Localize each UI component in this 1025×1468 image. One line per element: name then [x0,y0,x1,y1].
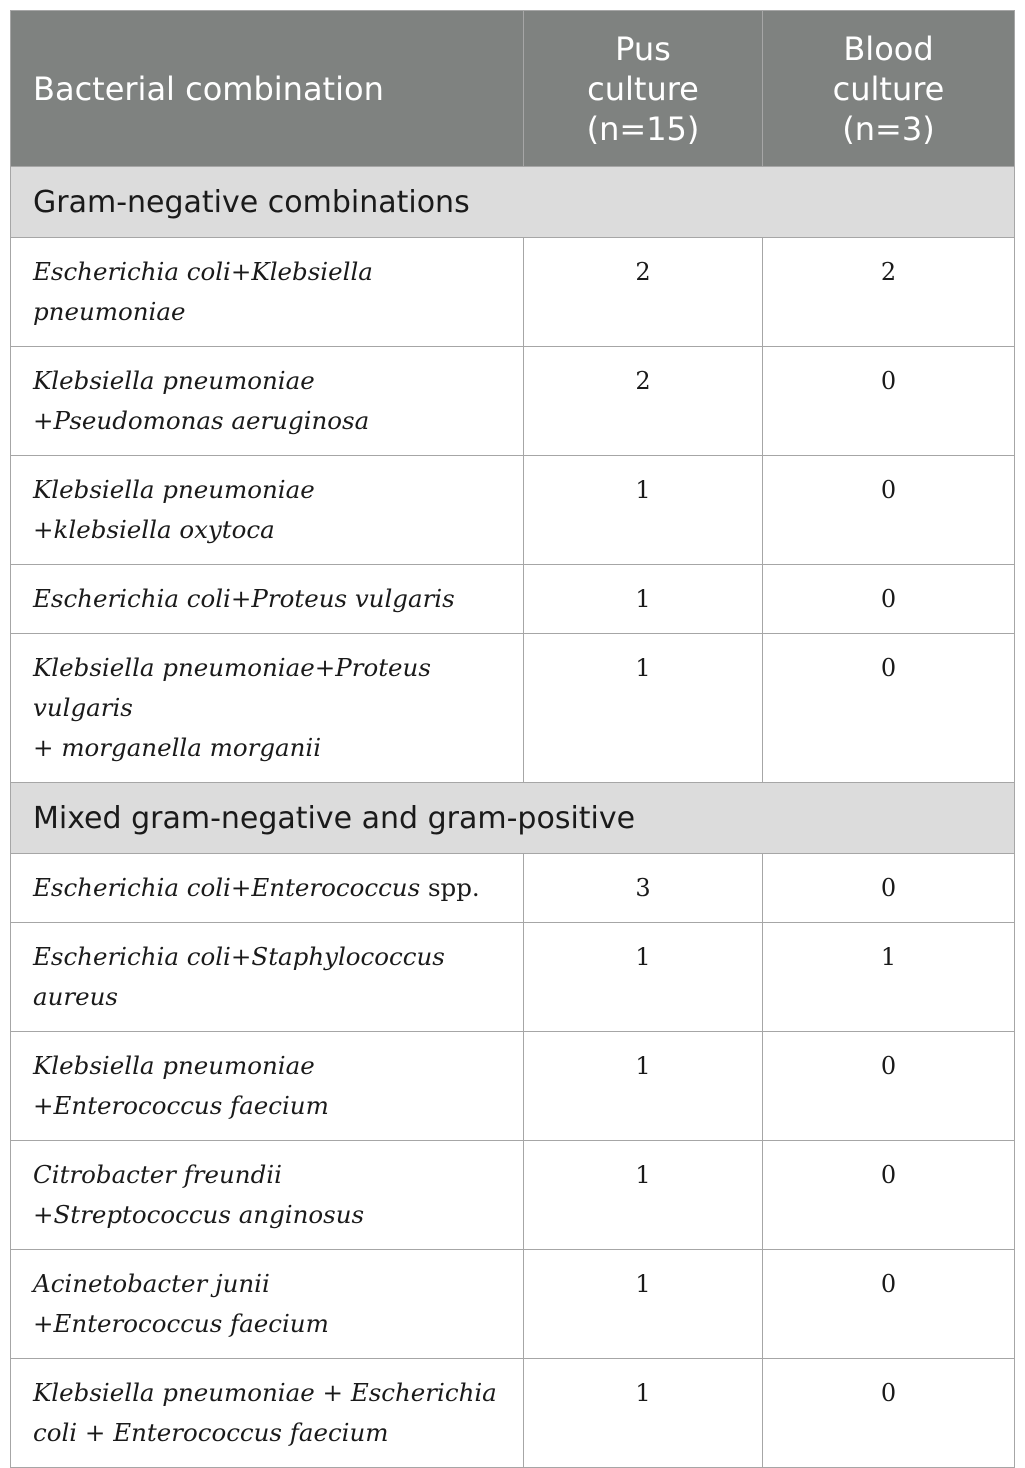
combination-cell [11,634,524,783]
combination-cell [11,1032,524,1141]
table-row [11,1250,1015,1359]
combination-line: +Streptococcus anginosus [33,1200,365,1229]
table-row [11,456,1015,565]
combination-suffix: spp. [420,873,480,902]
combination-line: Acinetobacter junii [33,1269,270,1298]
pus-count-cell: 1 [524,1250,763,1359]
pus-count-cell: 1 [524,456,763,565]
section-title: Mixed gram-negative and gram-positive [11,783,1015,854]
blood-count-cell: 0 [763,854,1015,923]
blood-count-cell: 0 [763,1032,1015,1141]
blood-count-cell: 0 [763,1250,1015,1359]
header-pus-line-3: (n=15) [586,109,700,148]
header-pus-culture [524,11,763,167]
combination-line: +Enterococcus faecium [33,1091,329,1120]
combination-line: +klebsiella oxytoca [33,515,275,544]
combination-cell [11,1250,524,1359]
combination-line: Escherichia coli+Staphylococcus aureus [33,942,445,1011]
section-row-mixed [11,783,1015,854]
blood-count-cell: 1 [763,923,1015,1032]
combination-cell [11,854,524,923]
bacterial-combination-table [10,10,1015,1468]
combination-line: Escherichia coli+Klebsiella pneumoniae [33,257,373,326]
table-row [11,1032,1015,1141]
pus-count-cell: 2 [524,347,763,456]
combination-line: +Enterococcus faecium [33,1309,329,1338]
header-pus-line-1: Pus [615,29,671,68]
blood-count-cell: 0 [763,1141,1015,1250]
pus-count-cell: 1 [524,565,763,634]
blood-count-cell: 0 [763,634,1015,783]
combination-line: Klebsiella pneumoniae + Escherichia [33,1378,497,1407]
header-bacterial-combination: Bacterial combination [11,11,524,167]
combination-cell [11,565,524,634]
combination-line: Escherichia coli+Proteus vulgaris [33,584,455,613]
pus-count-cell: 2 [524,238,763,347]
header-blood-line-2: culture [832,69,945,108]
blood-count-cell: 0 [763,347,1015,456]
pus-count-cell: 1 [524,1359,763,1468]
blood-count-cell: 0 [763,1359,1015,1468]
table-row [11,1359,1015,1468]
section-title: Gram-negative combinations [11,167,1015,238]
culture-table-container [10,10,1014,1468]
pus-count-cell: 1 [524,634,763,783]
pus-count-cell: 1 [524,1032,763,1141]
table-body [11,167,1015,1468]
combination-cell [11,1359,524,1468]
table-row [11,1141,1015,1250]
table-row [11,923,1015,1032]
combination-line: +Pseudomonas aeruginosa [33,406,370,435]
header-blood-culture [763,11,1015,167]
table-header [11,11,1015,167]
header-row [11,11,1015,167]
table-row [11,634,1015,783]
pus-count-cell: 1 [524,923,763,1032]
combination-cell [11,238,524,347]
combination-cell [11,347,524,456]
section-row-gram-negative [11,167,1015,238]
table-row [11,854,1015,923]
header-blood-line-1: Blood [843,29,934,68]
table-row [11,238,1015,347]
blood-count-cell: 2 [763,238,1015,347]
blood-count-cell: 0 [763,456,1015,565]
header-pus-line-2: culture [587,69,699,108]
combination-line: + morganella morganii [33,733,322,762]
pus-count-cell: 3 [524,854,763,923]
blood-count-cell: 0 [763,565,1015,634]
table-row [11,347,1015,456]
combination-cell [11,1141,524,1250]
pus-count-cell: 1 [524,1141,763,1250]
combination-line: Klebsiella pneumoniae [33,1051,315,1080]
combination-line: coli + Enterococcus faecium [33,1418,389,1447]
combination-cell [11,923,524,1032]
combination-line: Klebsiella pneumoniae [33,366,315,395]
combination-line: Citrobacter freundii [33,1160,282,1189]
combination-line: Klebsiella pneumoniae+Proteus vulgaris [33,653,431,722]
combination-cell [11,456,524,565]
header-blood-line-3: (n=3) [842,109,935,148]
combination-line: Escherichia coli+Enterococcus [33,873,421,902]
table-row [11,565,1015,634]
combination-line: Klebsiella pneumoniae [33,475,315,504]
